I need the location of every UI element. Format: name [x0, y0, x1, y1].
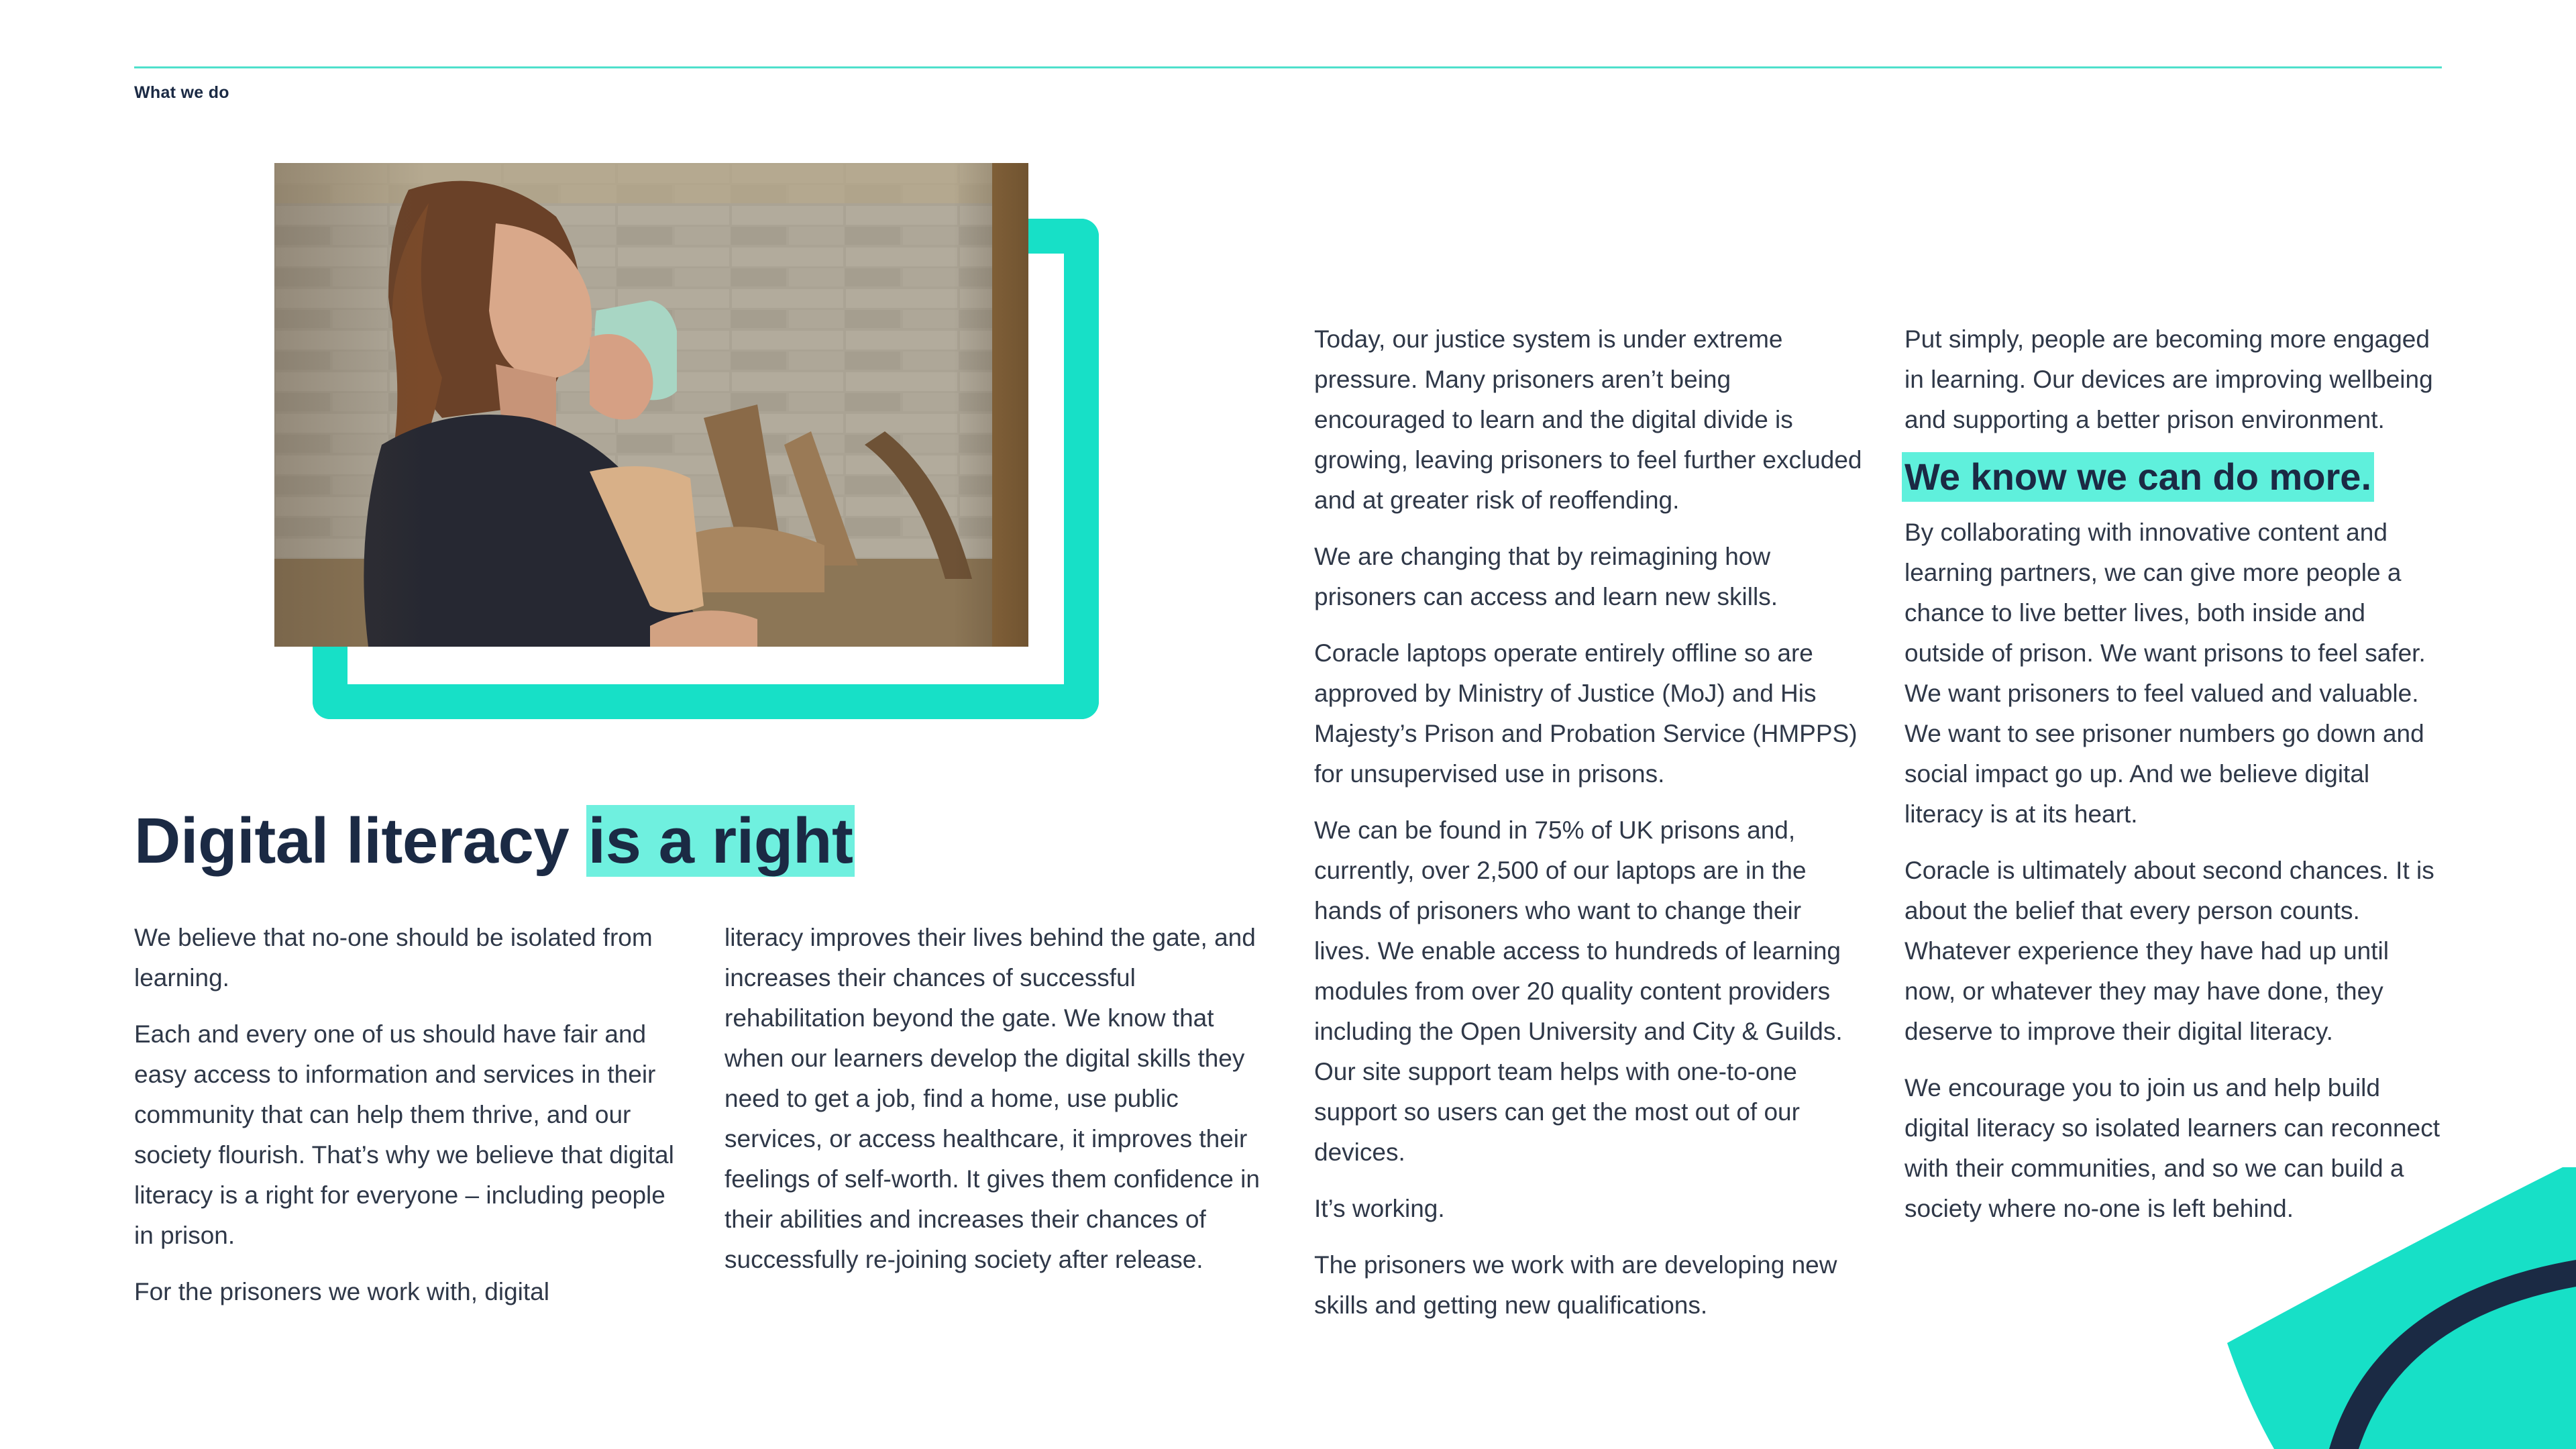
paragraph: literacy improves their lives behind the gate, and increases their chances of successful rehabilitation beyond the gate. We know that when our learners develop the digital skills they need to get a job, find a home, use public services, or access healthcare, it improves their feelings of self-worth. It gives them confidence in their abilities and increases their chances of successfully re-joining society after release.: [724, 924, 1260, 1273]
paragraph: We can be found in 75% of UK prisons and, currently, over 2,500 of our laptops are in the hands of prisoners who want to change their lives. We enable access to hundreds of learning modules from over 20 quality content providers including the Open University and City & Guilds. Our site support team helps with one-to-one support so users can get the most out of our devices.: [1314, 816, 1843, 1166]
paragraph: Each and every one of us should have fair and easy access to information and services in their community that can help them thrive, and our society flourish. That’s why we believe that digital literacy is a right for everyone – including people in prison.: [134, 1020, 674, 1249]
callout-highlight: We know we can do more.: [1902, 452, 2374, 502]
column-1: [134, 918, 684, 1328]
paragraph: Put simply, people are becoming more engaged in learning. Our devices are improving wellbeing and supporting a better prison environment.: [1904, 325, 2433, 433]
corner-teal-shape: [2227, 1167, 2576, 1449]
headline: [134, 796, 855, 887]
paragraph: By collaborating with innovative content and learning partners, we can give more people a chance to live better lives, both inside and outside of prison. We want prisons to feel safer. We want prisoners to feel valued and valuable. We want to see prisoner numbers go down and social impact go up. And we believe digital literacy is at its heart.: [1904, 519, 2426, 828]
paragraph: We believe that no-one should be isolated from learning.: [134, 924, 653, 991]
paragraph: We encourage you to join us and help build digital literacy so isolated learners can reconnect with their communities, and so we can build a society where no-one is left behind.: [1904, 1074, 2440, 1222]
photo-frame-right-edge: [1064, 219, 1099, 702]
paragraph: For the prisoners we work with, digital: [134, 1278, 549, 1305]
top-rule: [134, 66, 2442, 68]
column-2: [724, 918, 1275, 1296]
paragraph: Coracle laptops operate entirely offline so are approved by Ministry of Justice (MoJ) and His Majesty’s Prison and Probation Service (HMPPS) for unsupervised use in prisons.: [1314, 639, 1858, 788]
corner-decoration: [2200, 1167, 2576, 1449]
column-4: [1904, 319, 2441, 1245]
headline-highlight: is a right: [588, 805, 853, 877]
paragraph: It’s working.: [1314, 1195, 1445, 1222]
paragraph: Today, our justice system is under extreme pressure. Many prisoners aren’t being encouraged to learn and the digital divide is growing, leaving prisoners to feel further excluded and at greater risk of reoffending.: [1314, 325, 1862, 514]
photo-frame-bottom-edge: [313, 684, 1099, 719]
paragraph: We are changing that by reimagining how prisoners can access and learn new skills.: [1314, 543, 1778, 610]
paragraph: The prisoners we work with are developing new skills and getting new qualifications.: [1314, 1251, 1837, 1319]
column-3: [1314, 319, 1864, 1342]
section-label: What we do: [134, 83, 229, 102]
headline-part1: Digital literacy: [134, 805, 587, 877]
photo-woman-drinking: [274, 163, 1028, 647]
paragraph: Coracle is ultimately about second chances. It is about the belief that every person counts. Whatever experience they have had up until now, or whatever they may have done, they deserve to improve their digital literacy.: [1904, 857, 2434, 1045]
